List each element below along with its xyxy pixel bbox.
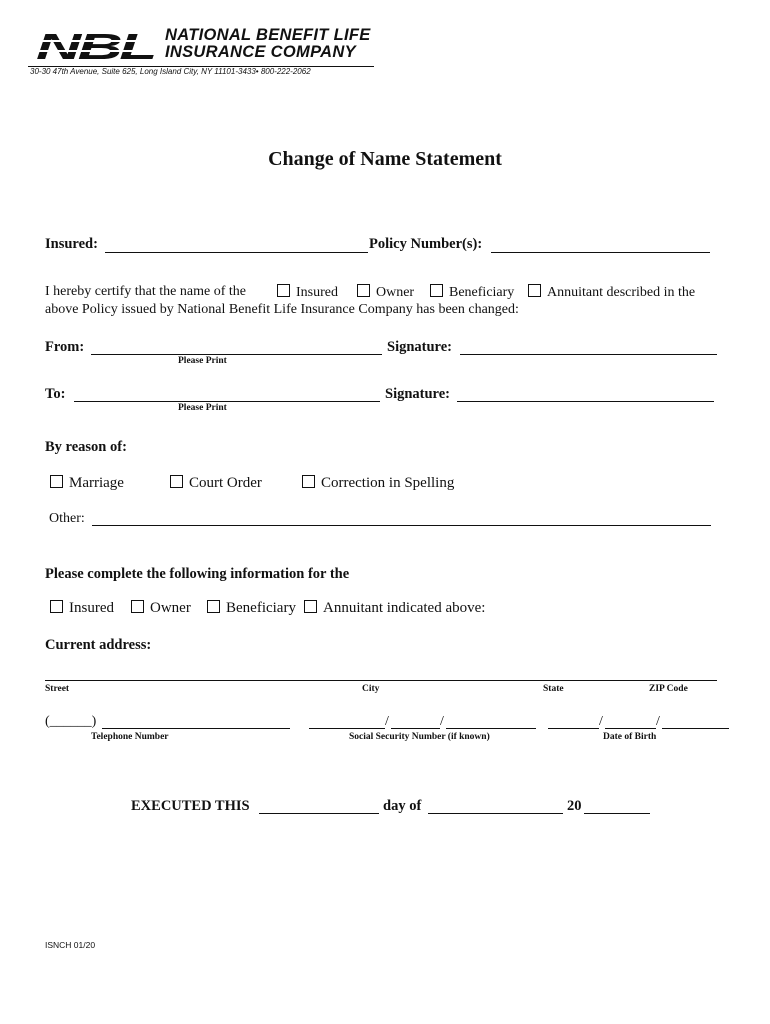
dob-month[interactable] [548, 728, 599, 729]
reason-option-marriage[interactable] [50, 475, 124, 492]
checkbox[interactable] [50, 600, 63, 613]
ssn-label: Social Security Number (if known) [349, 732, 490, 742]
city-label: City [362, 684, 380, 694]
certify-option-beneficiary[interactable] [430, 284, 514, 301]
address-field[interactable] [45, 680, 717, 681]
ssn-part-1[interactable] [309, 728, 385, 729]
to-signature-field[interactable] [457, 401, 714, 402]
to-signature-label: Signature: [385, 386, 450, 402]
company-name-line-2: INSURANCE COMPANY [165, 43, 356, 61]
from-please-print: Please Print [178, 356, 227, 366]
dob-day[interactable] [605, 728, 656, 729]
year-prefix: 20 [567, 798, 582, 814]
from-label: From: [45, 339, 85, 355]
form-code: ISNCH 01/20 [45, 940, 96, 950]
checkbox[interactable] [302, 475, 315, 488]
option-label: Court Order [189, 475, 262, 491]
company-letterhead [34, 28, 374, 70]
option-label: Beneficiary [226, 600, 296, 616]
ssn-part-2[interactable] [391, 728, 440, 729]
to-name-field[interactable] [74, 401, 380, 402]
option-label: Beneficiary [449, 285, 515, 300]
company-name-line-1: NATIONAL BENEFIT LIFE [165, 26, 371, 44]
checkbox[interactable] [207, 600, 220, 613]
certify-option-owner[interactable] [357, 284, 414, 301]
telephone-field[interactable] [102, 728, 290, 729]
street-label: Street [45, 684, 70, 694]
checkbox[interactable] [131, 600, 144, 613]
executed-label: EXECUTED THIS [131, 798, 250, 814]
certify-text-end: above Policy issued by National Benefit Life Insurance Company has been changed: [45, 302, 519, 317]
option-label: Owner [376, 285, 415, 300]
insured-field[interactable] [105, 252, 368, 253]
current-address-heading: Current address: [45, 637, 152, 653]
certify-option-insured[interactable] [277, 284, 338, 301]
checkbox[interactable] [50, 475, 63, 488]
company-name [165, 27, 371, 61]
checkbox[interactable] [170, 475, 183, 488]
checkbox[interactable] [277, 284, 290, 297]
option-label: Marriage [69, 475, 124, 491]
executed-day-field[interactable] [259, 813, 379, 814]
reason-option-court-order[interactable] [170, 475, 262, 492]
ssn-part-3[interactable] [446, 728, 536, 729]
state-label: State [543, 684, 564, 694]
nbl-logo [34, 30, 156, 62]
from-signature-label: Signature: [387, 339, 452, 355]
certify-statement [45, 284, 246, 300]
dob-label: Date of Birth [603, 732, 657, 742]
party-option-insured[interactable] [50, 600, 114, 617]
ssn-separator-2: / [440, 714, 444, 729]
policy-number-field[interactable] [491, 252, 710, 253]
to-please-print: Please Print [178, 403, 227, 413]
ssn-separator-1: / [385, 714, 389, 729]
executed-year-field[interactable] [584, 813, 650, 814]
party-option-owner[interactable] [131, 600, 191, 617]
policy-number-label: Policy Number(s): [369, 236, 483, 252]
option-label: Annuitant described in the [547, 285, 696, 300]
telephone-label: Telephone Number [91, 732, 169, 742]
checkbox[interactable] [430, 284, 443, 297]
complete-info-heading: Please complete the following information for the [45, 566, 350, 582]
dob-year[interactable] [662, 728, 729, 729]
party-option-beneficiary[interactable] [207, 600, 296, 617]
reason-option-correction[interactable] [302, 475, 454, 492]
nbl-logo-text: NBL [36, 30, 154, 62]
option-label: Annuitant indicated above: [323, 600, 486, 616]
certify-text-start: I hereby certify that the name of the [45, 284, 246, 299]
executed-month-field[interactable] [428, 813, 563, 814]
from-signature-field[interactable] [460, 354, 717, 355]
day-of-label: day of [383, 798, 422, 814]
other-label: Other: [49, 511, 85, 526]
option-label: Insured [69, 600, 114, 616]
option-label: Insured [296, 285, 338, 300]
reason-heading: By reason of: [45, 439, 127, 455]
dob-separator-1: / [599, 714, 603, 729]
telephone-area-code: (______) [45, 714, 97, 729]
checkbox[interactable] [304, 600, 317, 613]
to-label: To: [45, 386, 66, 402]
form-title: Change of Name Statement [268, 148, 502, 170]
dob-separator-2: / [656, 714, 660, 729]
party-option-annuitant[interactable] [304, 600, 485, 617]
from-name-field[interactable] [91, 354, 382, 355]
option-label: Owner [150, 600, 191, 616]
zip-label: ZIP Code [649, 684, 688, 694]
checkbox[interactable] [528, 284, 541, 297]
option-label: Correction in Spelling [321, 475, 455, 491]
certify-option-annuitant[interactable] [528, 284, 695, 301]
insured-label: Insured: [45, 236, 98, 252]
other-field[interactable] [92, 525, 711, 526]
company-address: 30-30 47th Avenue, Suite 625, Long Island City, NY 11101-3433• 800-222-2062 [30, 67, 311, 76]
checkbox[interactable] [357, 284, 370, 297]
